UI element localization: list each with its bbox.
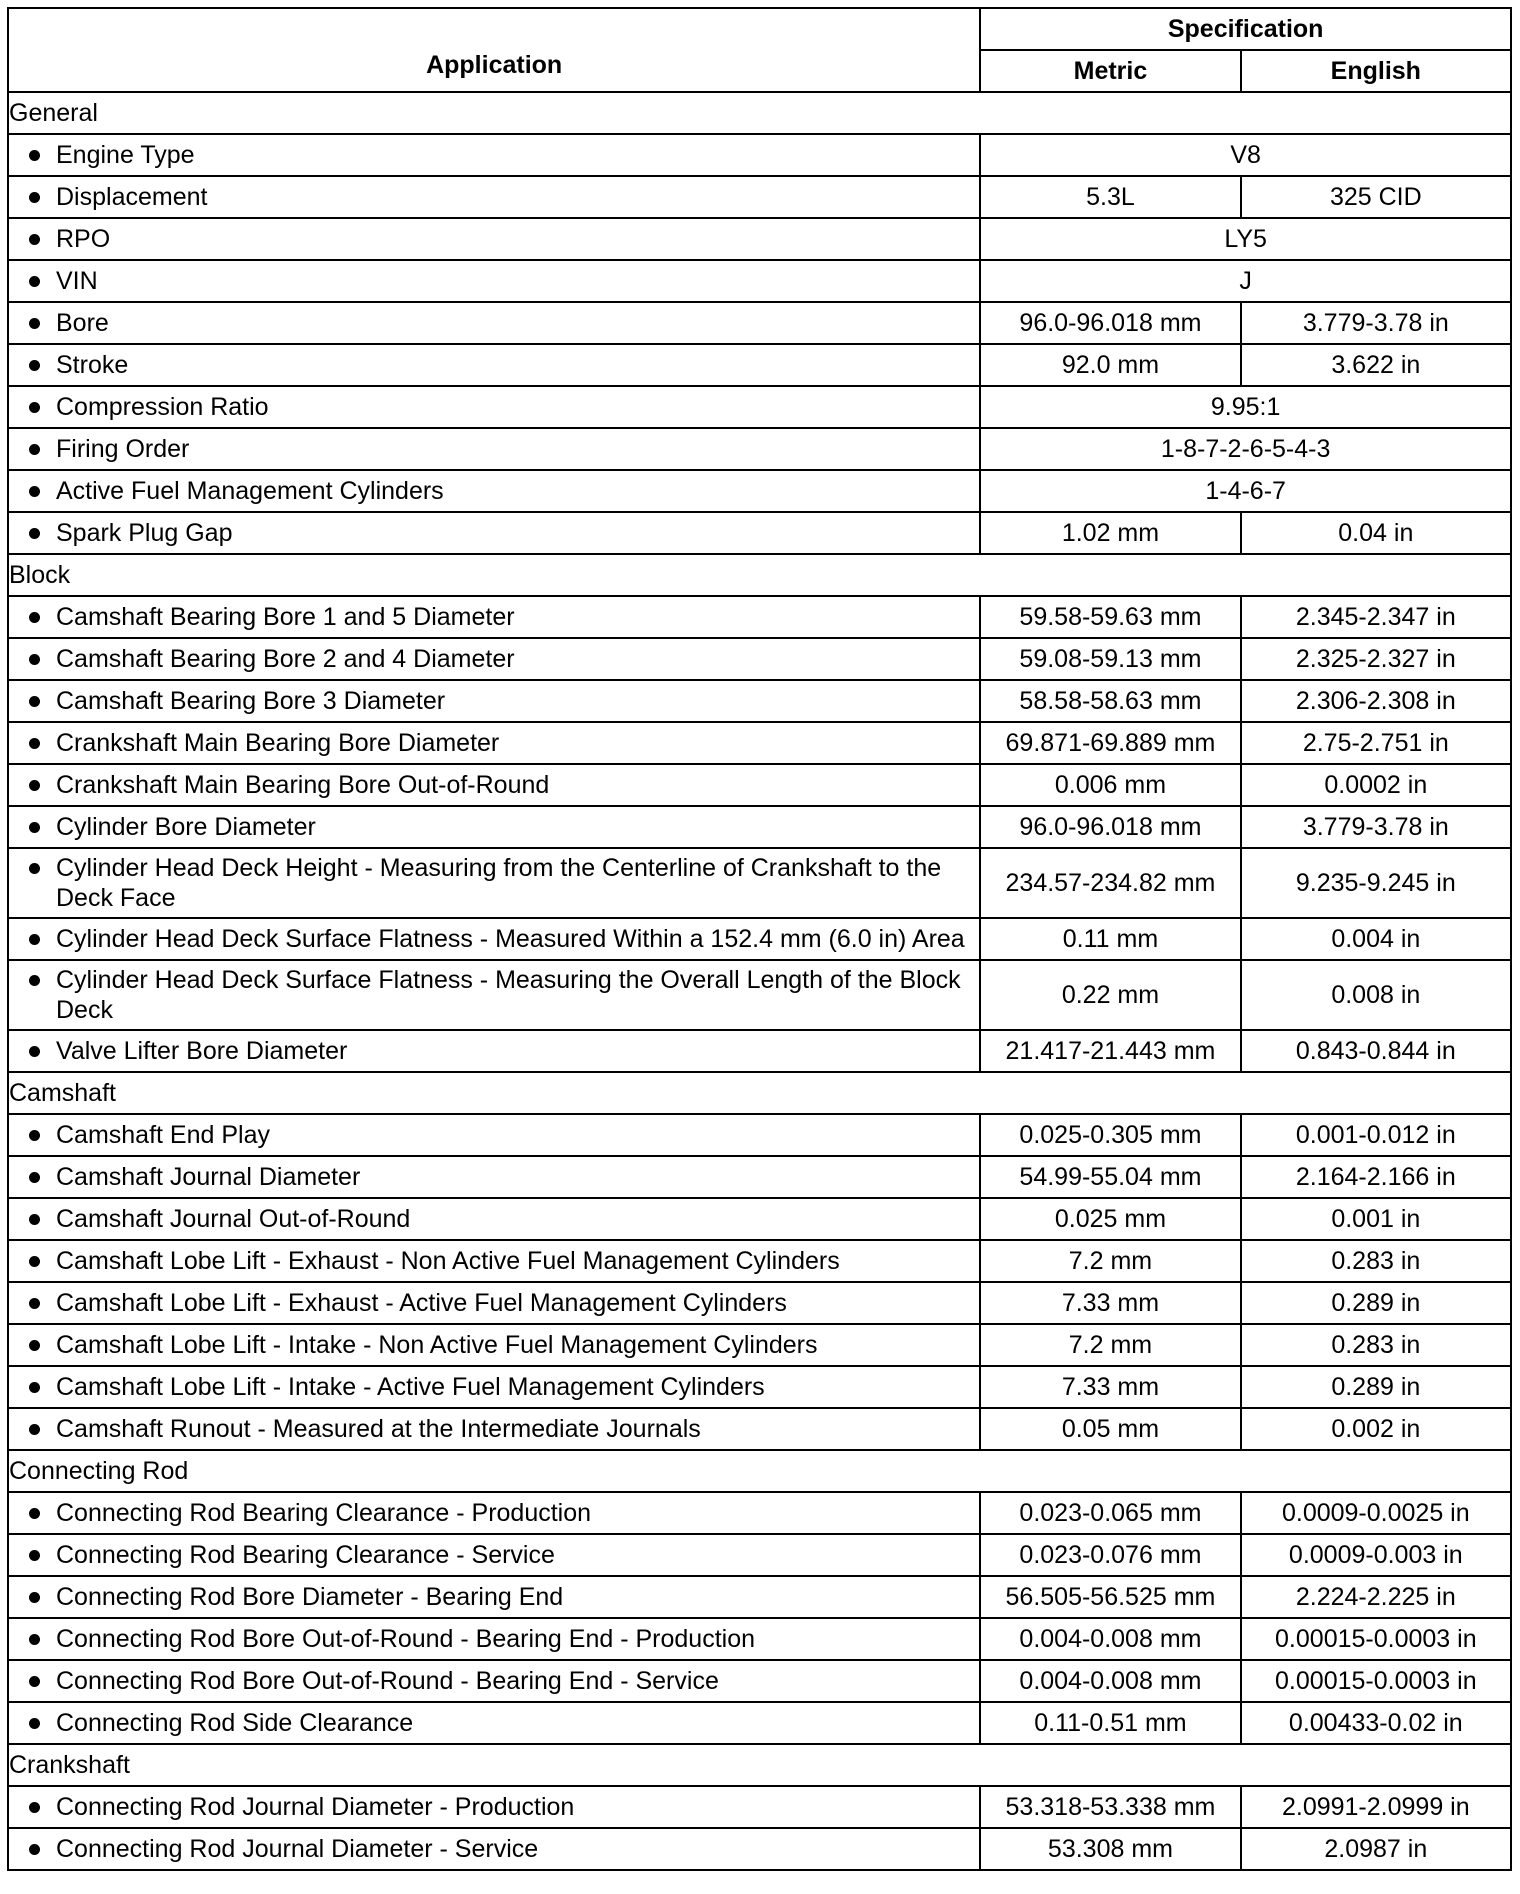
bullet-icon — [29, 234, 40, 245]
application-label: Connecting Rod Journal Diameter - Production — [56, 1793, 575, 1821]
application-cell — [8, 1618, 980, 1660]
bullet-icon — [29, 1340, 40, 1351]
bullet-icon — [29, 863, 40, 874]
table-row — [8, 722, 1511, 764]
application-label: Cylinder Head Deck Surface Flatness - Measured Within a 152.4 mm (6.0 in) Area — [56, 925, 965, 953]
spec-value-cell: 1-4-6-7 — [980, 470, 1511, 512]
english-value-cell: 2.0991-2.0999 in — [1241, 1786, 1511, 1828]
english-value-cell: 0.843-0.844 in — [1241, 1030, 1511, 1072]
table-row — [8, 596, 1511, 638]
metric-value-cell: 0.023-0.065 mm — [980, 1492, 1240, 1534]
application-label: Camshaft Bearing Bore 1 and 5 Diameter — [56, 603, 515, 631]
english-header: English — [1241, 50, 1511, 92]
metric-value-cell: 7.33 mm — [980, 1282, 1240, 1324]
english-value-cell: 0.0009-0.0025 in — [1241, 1492, 1511, 1534]
application-cell — [8, 1366, 980, 1408]
application-cell — [8, 596, 980, 638]
specification-body — [8, 92, 1511, 1870]
application-cell — [8, 134, 980, 176]
application-label: Cylinder Head Deck Height - Measuring from the Centerline of Crankshaft to the Deck Face — [56, 854, 942, 912]
table-row — [8, 1828, 1511, 1870]
application-cell — [8, 386, 980, 428]
bullet-icon — [29, 1634, 40, 1645]
application-cell — [8, 1786, 980, 1828]
english-value-cell: 2.325-2.327 in — [1241, 638, 1511, 680]
metric-value-cell: 56.505-56.525 mm — [980, 1576, 1240, 1618]
application-cell — [8, 218, 980, 260]
bullet-icon — [29, 360, 40, 371]
application-label: Active Fuel Management Cylinders — [56, 477, 444, 505]
table-row — [8, 1576, 1511, 1618]
table-row — [8, 1408, 1511, 1450]
table-row — [8, 1156, 1511, 1198]
metric-value-cell: 7.2 mm — [980, 1240, 1240, 1282]
bullet-icon — [29, 780, 40, 791]
bullet-icon — [29, 1256, 40, 1267]
metric-value-cell: 21.417-21.443 mm — [980, 1030, 1240, 1072]
bullet-icon — [29, 1676, 40, 1687]
section-title: Camshaft — [8, 1072, 1511, 1114]
application-cell — [8, 918, 980, 960]
application-cell — [8, 1576, 980, 1618]
english-value-cell: 2.345-2.347 in — [1241, 596, 1511, 638]
metric-value-cell: 0.004-0.008 mm — [980, 1660, 1240, 1702]
english-value-cell: 2.75-2.751 in — [1241, 722, 1511, 764]
application-label: Connecting Rod Side Clearance — [56, 1709, 414, 1737]
spec-value-cell: V8 — [980, 134, 1511, 176]
application-cell — [8, 1240, 980, 1282]
section-row — [8, 1744, 1511, 1786]
table-row — [8, 638, 1511, 680]
application-cell — [8, 680, 980, 722]
application-cell — [8, 806, 980, 848]
application-cell — [8, 1114, 980, 1156]
section-title: Crankshaft — [8, 1744, 1511, 1786]
english-value-cell: 2.306-2.308 in — [1241, 680, 1511, 722]
english-value-cell: 0.289 in — [1241, 1282, 1511, 1324]
application-label: Bore — [56, 309, 109, 337]
metric-value-cell: 0.11 mm — [980, 918, 1240, 960]
spec-value-cell: 9.95:1 — [980, 386, 1511, 428]
english-value-cell: 2.224-2.225 in — [1241, 1576, 1511, 1618]
metric-value-cell: 7.2 mm — [980, 1324, 1240, 1366]
bullet-icon — [29, 612, 40, 623]
bullet-icon — [29, 1382, 40, 1393]
table-row — [8, 918, 1511, 960]
bullet-icon — [29, 402, 40, 413]
table-row — [8, 428, 1511, 470]
table-row — [8, 470, 1511, 512]
application-label: Cylinder Head Deck Surface Flatness - Measuring the Overall Length of the Block Deck — [56, 966, 961, 1024]
application-cell — [8, 512, 980, 554]
application-label: Camshaft Lobe Lift - Intake - Active Fuel Management Cylinders — [56, 1373, 765, 1401]
english-value-cell: 3.779-3.78 in — [1241, 302, 1511, 344]
english-value-cell: 3.779-3.78 in — [1241, 806, 1511, 848]
metric-value-cell: 53.308 mm — [980, 1828, 1240, 1870]
table-row — [8, 1786, 1511, 1828]
application-cell — [8, 1282, 980, 1324]
application-label: Camshaft Lobe Lift - Exhaust - Active Fuel Management Cylinders — [56, 1289, 787, 1317]
english-value-cell: 0.289 in — [1241, 1366, 1511, 1408]
table-row — [8, 1534, 1511, 1576]
application-label: Compression Ratio — [56, 393, 269, 421]
bullet-icon — [29, 1802, 40, 1813]
english-value-cell: 2.0987 in — [1241, 1828, 1511, 1870]
bullet-icon — [29, 1172, 40, 1183]
bullet-icon — [29, 934, 40, 945]
table-row — [8, 1114, 1511, 1156]
application-label: Cylinder Bore Diameter — [56, 813, 316, 841]
application-label: Connecting Rod Bore Diameter - Bearing End — [56, 1583, 564, 1611]
application-cell — [8, 1702, 980, 1744]
application-label: Camshaft End Play — [56, 1121, 270, 1149]
metric-value-cell: 234.57-234.82 mm — [980, 848, 1240, 918]
bullet-icon — [29, 822, 40, 833]
spec-value-cell: LY5 — [980, 218, 1511, 260]
metric-value-cell: 0.006 mm — [980, 764, 1240, 806]
metric-value-cell: 0.11-0.51 mm — [980, 1702, 1240, 1744]
application-label: Camshaft Bearing Bore 3 Diameter — [56, 687, 446, 715]
section-row — [8, 92, 1511, 134]
application-label: Camshaft Bearing Bore 2 and 4 Diameter — [56, 645, 515, 673]
application-cell — [8, 1030, 980, 1072]
application-cell — [8, 764, 980, 806]
english-value-cell: 2.164-2.166 in — [1241, 1156, 1511, 1198]
application-label: Connecting Rod Bore Out-of-Round - Bearing End - Service — [56, 1667, 719, 1695]
application-cell — [8, 1660, 980, 1702]
spec-value-cell: J — [980, 260, 1511, 302]
application-cell — [8, 1324, 980, 1366]
english-value-cell: 0.008 in — [1241, 960, 1511, 1030]
application-cell — [8, 260, 980, 302]
english-value-cell: 0.002 in — [1241, 1408, 1511, 1450]
application-label: Crankshaft Main Bearing Bore Out-of-Round — [56, 771, 550, 799]
application-label: Camshaft Lobe Lift - Exhaust - Non Active Fuel Management Cylinders — [56, 1247, 840, 1275]
section-title: General — [8, 92, 1511, 134]
english-value-cell: 0.001-0.012 in — [1241, 1114, 1511, 1156]
english-value-cell: 0.004 in — [1241, 918, 1511, 960]
table-row — [8, 1492, 1511, 1534]
bullet-icon — [29, 528, 40, 539]
metric-value-cell: 59.08-59.13 mm — [980, 638, 1240, 680]
table-row — [8, 960, 1511, 1030]
bullet-icon — [29, 1214, 40, 1225]
metric-value-cell: 69.871-69.889 mm — [980, 722, 1240, 764]
table-row — [8, 344, 1511, 386]
metric-header: Metric — [980, 50, 1240, 92]
metric-value-cell: 0.025 mm — [980, 1198, 1240, 1240]
metric-value-cell: 58.58-58.63 mm — [980, 680, 1240, 722]
table-row — [8, 680, 1511, 722]
section-title: Connecting Rod — [8, 1450, 1511, 1492]
application-label: Connecting Rod Bearing Clearance - Production — [56, 1499, 592, 1527]
application-cell — [8, 722, 980, 764]
bullet-icon — [29, 1550, 40, 1561]
application-label: Camshaft Runout - Measured at the Intermediate Journals — [56, 1415, 701, 1443]
application-cell — [8, 848, 980, 918]
bullet-icon — [29, 1046, 40, 1057]
application-label: Crankshaft Main Bearing Bore Diameter — [56, 729, 500, 757]
bullet-icon — [29, 318, 40, 329]
english-value-cell: 0.0002 in — [1241, 764, 1511, 806]
table-row — [8, 1198, 1511, 1240]
specification-header: Specification — [980, 8, 1511, 50]
bullet-icon — [29, 1130, 40, 1141]
metric-value-cell: 0.025-0.305 mm — [980, 1114, 1240, 1156]
bullet-icon — [29, 1508, 40, 1519]
table-row — [8, 1660, 1511, 1702]
bullet-icon — [29, 1718, 40, 1729]
table-row — [8, 1324, 1511, 1366]
table-row — [8, 176, 1511, 218]
application-label: Connecting Rod Bearing Clearance - Service — [56, 1541, 555, 1569]
application-cell — [8, 638, 980, 680]
english-value-cell: 325 CID — [1241, 176, 1511, 218]
english-value-cell: 0.001 in — [1241, 1198, 1511, 1240]
bullet-icon — [29, 444, 40, 455]
application-label: VIN — [56, 267, 98, 295]
application-cell — [8, 470, 980, 512]
english-value-cell: 9.235-9.245 in — [1241, 848, 1511, 918]
metric-value-cell: 53.318-53.338 mm — [980, 1786, 1240, 1828]
table-row — [8, 1282, 1511, 1324]
metric-value-cell: 96.0-96.018 mm — [980, 806, 1240, 848]
application-label: Camshaft Lobe Lift - Intake - Non Active Fuel Management Cylinders — [56, 1331, 818, 1359]
application-cell — [8, 1408, 980, 1450]
bullet-icon — [29, 486, 40, 497]
application-label: Displacement — [56, 183, 208, 211]
application-cell — [8, 1198, 980, 1240]
metric-value-cell: 7.33 mm — [980, 1366, 1240, 1408]
application-cell — [8, 344, 980, 386]
application-label: Stroke — [56, 351, 129, 379]
english-value-cell: 3.622 in — [1241, 344, 1511, 386]
application-label: RPO — [56, 225, 111, 253]
table-row — [8, 386, 1511, 428]
application-label: Camshaft Journal Diameter — [56, 1163, 361, 1191]
metric-value-cell: 0.023-0.076 mm — [980, 1534, 1240, 1576]
bullet-icon — [29, 654, 40, 665]
bullet-icon — [29, 975, 40, 986]
english-value-cell: 0.283 in — [1241, 1240, 1511, 1282]
table-row — [8, 260, 1511, 302]
application-cell — [8, 1492, 980, 1534]
application-header: Application — [8, 8, 980, 92]
metric-value-cell: 59.58-59.63 mm — [980, 596, 1240, 638]
section-title: Block — [8, 554, 1511, 596]
application-label: Connecting Rod Journal Diameter - Service — [56, 1835, 539, 1863]
spec-value-cell: 1-8-7-2-6-5-4-3 — [980, 428, 1511, 470]
section-row — [8, 554, 1511, 596]
application-cell — [8, 1534, 980, 1576]
english-value-cell: 0.00015-0.0003 in — [1241, 1660, 1511, 1702]
table-row — [8, 134, 1511, 176]
application-cell — [8, 1828, 980, 1870]
english-value-cell: 0.00433-0.02 in — [1241, 1702, 1511, 1744]
bullet-icon — [29, 1424, 40, 1435]
bullet-icon — [29, 1844, 40, 1855]
application-label: Camshaft Journal Out-of-Round — [56, 1205, 411, 1233]
table-row — [8, 302, 1511, 344]
specification-table — [7, 7, 1512, 1871]
section-row — [8, 1072, 1511, 1114]
metric-value-cell: 0.05 mm — [980, 1408, 1240, 1450]
application-cell — [8, 302, 980, 344]
table-row — [8, 1618, 1511, 1660]
bullet-icon — [29, 738, 40, 749]
metric-value-cell: 1.02 mm — [980, 512, 1240, 554]
metric-value-cell: 0.004-0.008 mm — [980, 1618, 1240, 1660]
application-label: Firing Order — [56, 435, 190, 463]
metric-value-cell: 54.99-55.04 mm — [980, 1156, 1240, 1198]
application-label: Engine Type — [56, 141, 195, 169]
table-row — [8, 512, 1511, 554]
english-value-cell: 0.283 in — [1241, 1324, 1511, 1366]
table-row — [8, 218, 1511, 260]
bullet-icon — [29, 1298, 40, 1309]
table-row — [8, 848, 1511, 918]
bullet-icon — [29, 150, 40, 161]
table-row — [8, 1366, 1511, 1408]
english-value-cell: 0.04 in — [1241, 512, 1511, 554]
application-label: Spark Plug Gap — [56, 519, 233, 547]
bullet-icon — [29, 276, 40, 287]
application-cell — [8, 960, 980, 1030]
table-row — [8, 764, 1511, 806]
metric-value-cell: 0.22 mm — [980, 960, 1240, 1030]
table-row — [8, 806, 1511, 848]
bullet-icon — [29, 1592, 40, 1603]
application-cell — [8, 428, 980, 470]
table-row — [8, 1240, 1511, 1282]
metric-value-cell: 5.3L — [980, 176, 1240, 218]
metric-value-cell: 92.0 mm — [980, 344, 1240, 386]
application-label: Connecting Rod Bore Out-of-Round - Bearing End - Production — [56, 1625, 755, 1653]
bullet-icon — [29, 192, 40, 203]
table-row — [8, 1702, 1511, 1744]
bullet-icon — [29, 696, 40, 707]
application-label: Valve Lifter Bore Diameter — [56, 1037, 348, 1065]
english-value-cell: 0.0009-0.003 in — [1241, 1534, 1511, 1576]
section-row — [8, 1450, 1511, 1492]
table-row — [8, 1030, 1511, 1072]
metric-value-cell: 96.0-96.018 mm — [980, 302, 1240, 344]
english-value-cell: 0.00015-0.0003 in — [1241, 1618, 1511, 1660]
application-cell — [8, 176, 980, 218]
application-cell — [8, 1156, 980, 1198]
